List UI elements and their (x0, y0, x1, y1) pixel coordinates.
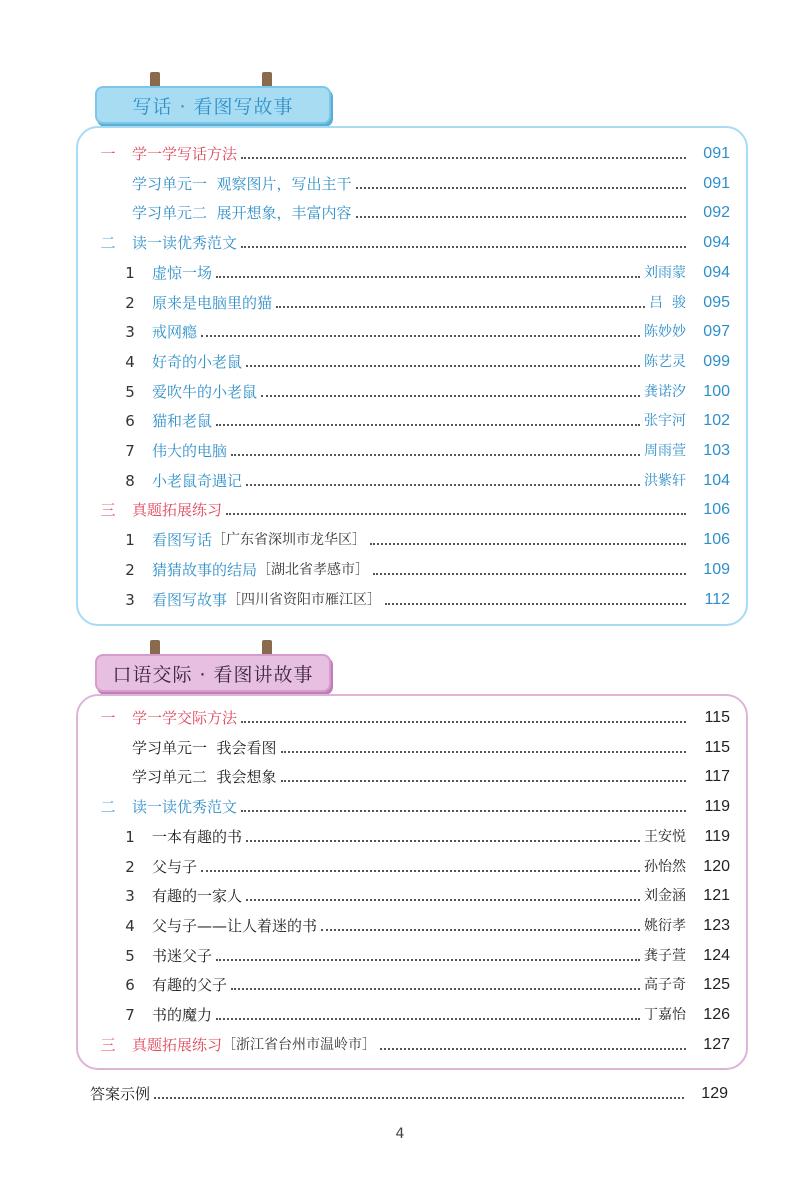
leader-dots (356, 187, 686, 189)
author-name: 龚诺汐 (644, 383, 686, 400)
part-number: 三 (100, 1035, 116, 1054)
item-title: 虚惊一场 (152, 263, 213, 282)
author-name: 王安悦 (644, 828, 686, 845)
toc-row[interactable] (92, 853, 730, 881)
item-number: 6 (125, 412, 135, 431)
item-title: 好奇的小老鼠 (152, 352, 243, 371)
item-title: 看图写话 (152, 531, 213, 550)
page-ref: 106 (703, 531, 730, 549)
page-ref: 109 (703, 560, 730, 578)
page-ref: 115 (704, 738, 730, 756)
item-number: 4 (125, 916, 135, 935)
toc-row[interactable] (92, 348, 730, 376)
page-ref: 127 (703, 1035, 730, 1053)
author-name: 刘金涵 (644, 888, 686, 905)
toc-row[interactable] (92, 586, 730, 614)
part-number: 三 (100, 501, 116, 520)
part-title: 真题拓展练习 (132, 1035, 223, 1054)
toc-row[interactable] (92, 912, 730, 940)
region-bracket: ［四川省资阳市雁江区］ (227, 591, 382, 608)
toc-row[interactable] (92, 1031, 730, 1059)
leader-dots (281, 780, 686, 782)
toc-list-writing (92, 140, 730, 624)
region-bracket: ［广东省深圳市龙华区］ (212, 532, 367, 549)
item-number: 1 (125, 531, 135, 550)
item-number: 7 (125, 442, 135, 460)
part-number: 二 (100, 234, 116, 253)
item-number: 2 (125, 857, 135, 876)
item-number: 6 (125, 976, 135, 995)
item-number: 8 (125, 471, 135, 490)
item-title: 爱吹牛的小老鼠 (152, 382, 258, 401)
leader-dots (241, 721, 686, 723)
unit-title: 学习单元二 展开想象，丰富内容 (132, 204, 352, 223)
page-ref: 106 (703, 501, 730, 519)
leader-dots (373, 573, 686, 575)
leader-dots (246, 899, 640, 901)
item-number: 2 (125, 293, 135, 312)
leader-dots (216, 959, 640, 961)
toc-row-answers[interactable] (90, 1080, 728, 1108)
author-name: 龚子萱 (644, 947, 686, 964)
author-name: 孙怡然 (644, 858, 686, 875)
leader-dots (226, 513, 686, 515)
item-number: 1 (125, 827, 135, 846)
leader-dots (380, 1048, 686, 1050)
item-number: 5 (125, 382, 135, 401)
leader-dots (201, 335, 640, 337)
leader-dots (370, 543, 686, 545)
unit-title: 学习单元一 我会看图 (132, 738, 277, 757)
part-title: 学一学交际方法 (132, 709, 238, 727)
leader-dots (356, 216, 686, 218)
leader-dots (216, 1018, 640, 1020)
leader-dots (261, 395, 640, 397)
toc-box-speaking (76, 694, 748, 1070)
section-sign-writing (95, 86, 331, 124)
page-ref: 092 (703, 204, 730, 222)
toc-row[interactable] (92, 199, 730, 227)
author-name: 刘雨蒙 (644, 264, 686, 281)
toc-box-writing (76, 126, 748, 626)
item-title: 书迷父子 (152, 946, 213, 965)
leader-dots (276, 306, 645, 308)
page-ref: 103 (703, 442, 730, 459)
item-title: 伟大的电脑 (152, 442, 228, 460)
author-name: 丁嘉怡 (644, 1007, 686, 1023)
item-title: 猫和老鼠 (152, 412, 213, 431)
page-ref: 091 (703, 174, 730, 192)
author-name: 陈艺灵 (644, 353, 686, 370)
item-number: 4 (125, 352, 135, 371)
leader-dots (241, 157, 686, 159)
page-ref: 097 (703, 323, 730, 341)
item-number: 3 (125, 887, 135, 906)
toc-list-speaking (92, 704, 730, 1068)
item-number: 7 (125, 1006, 135, 1024)
item-title: 有趣的父子 (152, 976, 228, 995)
page-ref: 124 (703, 946, 730, 964)
page-ref: 102 (703, 412, 730, 430)
toc-row[interactable] (92, 259, 730, 287)
author-name: 周雨萱 (644, 443, 686, 459)
leader-dots (246, 840, 640, 842)
region-bracket: ［湖北省孝感市］ (257, 561, 370, 578)
page-ref: 100 (703, 382, 730, 400)
item-number: 1 (125, 263, 135, 282)
toc-row[interactable] (92, 289, 730, 317)
page-ref: 119 (704, 798, 730, 816)
toc-row[interactable] (92, 318, 730, 346)
answers-page: 129 (701, 1085, 728, 1102)
item-title: 戒网瘾 (152, 323, 198, 342)
toc-row[interactable] (92, 763, 730, 791)
item-number: 2 (125, 560, 135, 579)
toc-row[interactable] (92, 793, 730, 821)
page-ref: 121 (703, 887, 730, 905)
page-ref: 126 (703, 1006, 730, 1023)
leader-dots (385, 603, 686, 605)
page-ref: 112 (704, 590, 730, 608)
page-ref: 094 (703, 234, 730, 252)
leader-dots (154, 1097, 684, 1099)
page-ref: 125 (703, 976, 730, 994)
author-name: 姚衍孝 (644, 917, 686, 934)
toc-row[interactable] (92, 704, 730, 732)
leader-dots (241, 246, 686, 248)
author-name: 陈妙妙 (644, 324, 686, 341)
part-number: 一 (100, 145, 116, 163)
region-bracket: ［浙江省台州市温岭市］ (222, 1036, 377, 1053)
item-title: 看图写故事 (152, 590, 228, 609)
section-sign-speaking (95, 654, 331, 692)
author-name: 吕 骏 (649, 294, 686, 311)
item-title: 父与子 (152, 857, 198, 876)
unit-title: 学习单元二 我会想象 (132, 768, 277, 787)
item-number: 5 (125, 946, 135, 965)
page-number: 4 (395, 1126, 405, 1142)
page-ref: 123 (703, 916, 730, 934)
item-title: 一本有趣的书 (152, 827, 243, 846)
author-name: 高子奇 (644, 977, 686, 994)
toc-row[interactable] (92, 170, 730, 198)
leader-dots (246, 484, 640, 486)
toc-row[interactable] (92, 467, 730, 495)
leader-dots (201, 870, 640, 872)
page-ref: 119 (704, 827, 730, 845)
item-title: 书的魔力 (152, 1006, 213, 1024)
section-sign-title: 写话 · 看图写故事 (132, 95, 294, 118)
author-name: 洪紫轩 (644, 472, 686, 489)
toc-row[interactable] (92, 556, 730, 584)
toc-row[interactable] (92, 971, 730, 999)
page-ref: 115 (704, 709, 730, 726)
part-title: 读一读优秀范文 (132, 798, 238, 817)
item-title: 原来是电脑里的猫 (152, 293, 273, 312)
toc-row[interactable] (92, 823, 730, 851)
leader-dots (281, 751, 686, 753)
unit-title: 学习单元一 观察图片，写出主干 (132, 174, 352, 193)
leader-dots (231, 454, 640, 456)
leader-dots (321, 929, 640, 931)
leader-dots (246, 365, 640, 367)
item-title: 猜猜故事的结局 (152, 560, 258, 579)
part-title: 读一读优秀范文 (132, 234, 238, 253)
leader-dots (216, 424, 640, 426)
page-ref: 094 (703, 263, 730, 281)
item-title: 父与子——让人着迷的书 (152, 916, 318, 935)
item-number: 3 (125, 590, 135, 609)
item-title: 有趣的一家人 (152, 887, 243, 906)
part-title: 真题拓展练习 (132, 501, 223, 520)
page-ref: 095 (703, 293, 730, 311)
leader-dots (216, 276, 640, 278)
part-title: 学一学写话方法 (132, 145, 238, 163)
toc-row[interactable] (92, 942, 730, 970)
page-ref: 117 (704, 768, 730, 786)
toc-row[interactable] (92, 882, 730, 910)
toc-row[interactable] (92, 229, 730, 257)
toc-row[interactable] (92, 407, 730, 435)
toc-row[interactable] (92, 526, 730, 554)
page-ref: 099 (703, 352, 730, 370)
answers-title: 答案示例 (90, 1085, 151, 1103)
leader-dots (241, 810, 686, 812)
item-number: 3 (125, 323, 135, 342)
toc-row[interactable] (92, 496, 730, 524)
section-sign-title: 口语交际 · 看图讲故事 (112, 663, 314, 686)
toc-row[interactable] (92, 734, 730, 762)
leader-dots (231, 988, 640, 990)
part-number: 一 (100, 709, 116, 727)
toc-row[interactable] (92, 1001, 730, 1029)
toc-row[interactable] (92, 140, 730, 168)
toc-row[interactable] (92, 437, 730, 465)
page-ref: 120 (703, 857, 730, 875)
item-title: 小老鼠奇遇记 (152, 471, 243, 490)
part-number: 二 (100, 798, 116, 817)
page-ref: 104 (703, 471, 730, 489)
page-ref: 091 (703, 145, 730, 162)
author-name: 张宇河 (644, 413, 686, 430)
toc-row[interactable] (92, 378, 730, 406)
